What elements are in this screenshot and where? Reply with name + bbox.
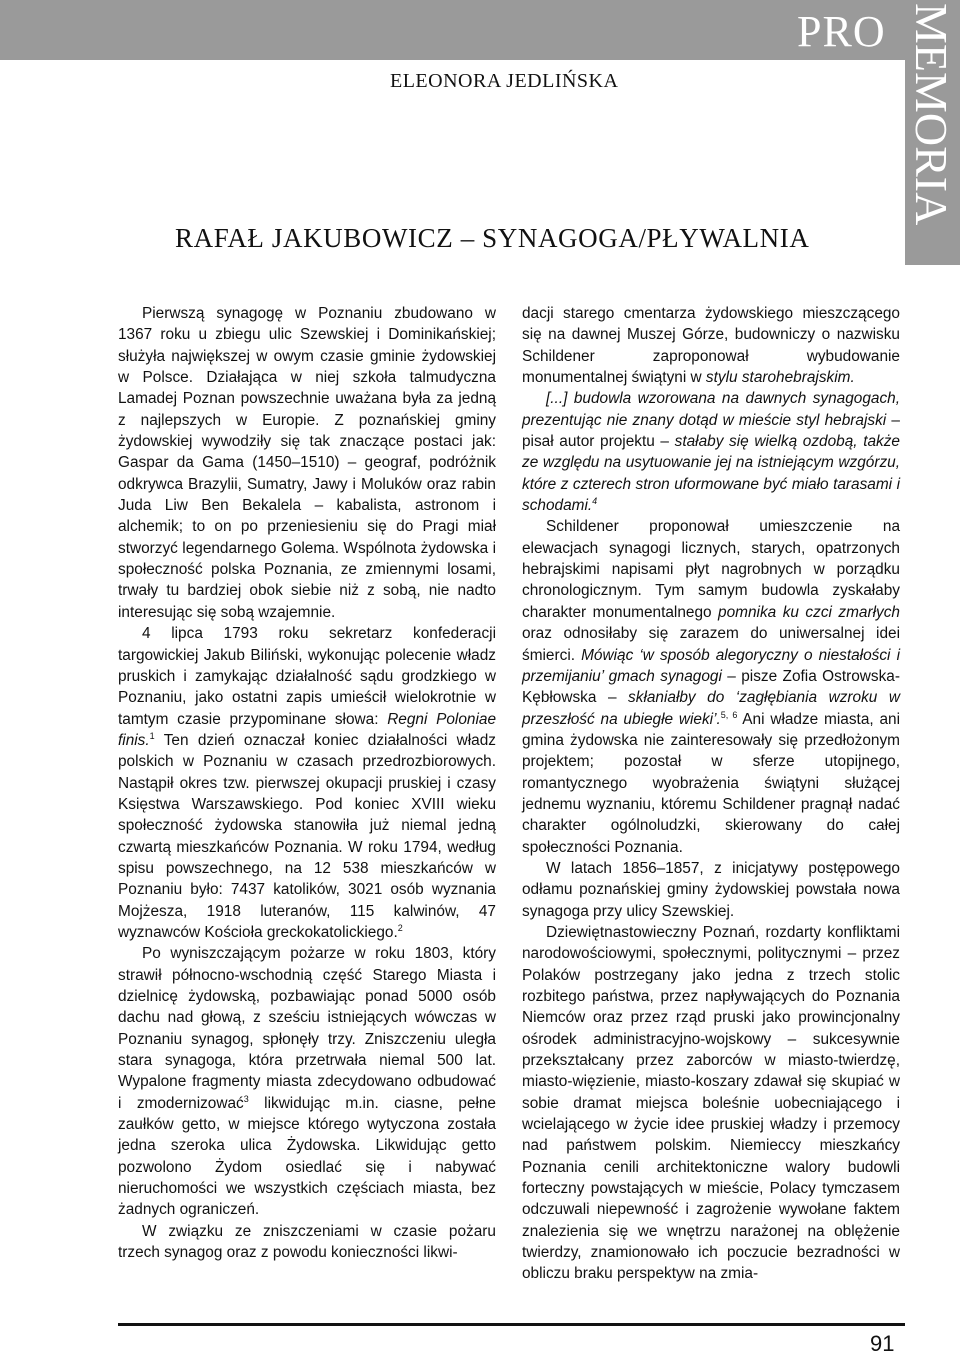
paragraph: Schildener proponował umieszczenie na elewacjach synagogi licznych, starych, opatrzonych hebrajskimi napisami płyt nagrobnych w porządku chronologicznym. Tym samym budowla zyskałaby charakter monumentalnego pomnika ku czci zmarłych oraz odnosiłaby się zarazem do uniwersalnej idei śmierci. Mówiąc ‘w sposób alegoryczny o niestałości i przemijaniu’ gmach synagogi – pisze Zofia Ostrowska-Kębłowska – skłaniałby do ‘zagłębiania wzroku w przeszłość na ubiegłe wieki’.$^{5, 6}$ Ani władze miasta, ani gmina żydowska nie zainteresowały się przedłożonym projektem; pozostał w sferze utopijnego, romantycznego wyobrażenia świątyni służącej jednemu wyznaniu, któremu Schildener pragnął nadać charakter ogólnoludzki, skierowany do całej społeczności Poznania. [522,518,900,856]
footer-rule [118,1323,905,1326]
paragraph: Po wyniszczającym pożarze w roku 1803, który strawił północno-wschodnią część Starego Miasta i dzielnicę żydowską, pozbawiając ponad 5000 osób dachu nad głową, z sześciu istniejących wówczas w Poznaniu synagog, spłonęły trzy. Zniszczeniu uległa stara synagoga, która przetrwała niemal 500 lat. Wypalone fragmenty miasta zdecydowano odbudować i zmodernizować$^3$ likwidując m.in. ciasne, pełne zaułków getto, w miejsce którego wytyczona została jedna szeroka ulica Żydowska. Likwidując getto pozwolono Żydom osiedlać się i nabywać nieruchomości we wszystkich częściach miasta, bez żadnych ograniczeń. [118,945,496,1219]
footnote-ref: 3 [243,1093,249,1104]
footnote-ref: 2 [397,922,403,933]
footnote-ref: 5, 6 [720,709,738,720]
footnote-ref: 1 [149,730,155,741]
journal-name-memoria: MEMORIA [906,3,957,226]
paragraph: W związku ze zniszczeniami w czasie pożaru trzech synagog oraz z powodu konieczności likwi- [118,1222,496,1262]
header-band [0,0,905,60]
journal-name-pro: PRO [797,7,886,56]
article-author: ELEONORA JEDLIŃSKA [390,70,619,92]
left-column [118,303,496,1263]
quote-paragraph: [...] budowla wzorowana na dawnych synagogach, prezentując nie znany dotąd w mieście styl hebrajski – pisał autor projektu – stałaby się wielką ozdobą, także ze względu na usytuowanie jej na istniejącym wzgórzu, które z czterech stron uformowane być miało tarasami i schodami.$^4$ [522,390,900,515]
paragraph: Dziewiętnastowieczny Poznań, rozdarty konfliktami narodowościowymi, społecznymi, politycznymi – przez Polaków postrzegany jako jedna z trzech stolic rozbitego państwa, przez napływających do Poznania Niemców oraz przez rząd pruski jako prowincjonalny ośrodek administracyjno-wojskowy – sukcesywnie przekształcany przez zaborców w miasto-twierdzę, miasto-więzienie, miasto-koszary zdawał się skupiać w sobie dramat miejsca boleśnie uobecniającego i wcielającego w życie idee pruskiej władzy i przemocy nad państwem polskim. Niemieccy mieszkańcy Poznania cenili architektoniczne walory budowli forteczny powstających w mieście, Polacy tymczasem odczuwali niepewność i zagrożenie wywołane faktem znalezienia się we wnętrzu narażonej na oblężenie twierdzy, znamionowało ich poczucie bezradności w obliczu braku perspektyw na zmia- [522,923,900,1283]
footnote-ref: 4 [592,496,598,507]
page-number: 91 [870,1331,895,1356]
paragraph: 4 lipca 1793 roku sekretarz konfederacji targowickiej Jakub Biliński, wykonując polecenie władz pruskich i zamykając działalność sądu grodzkiego w Poznaniu, jako ostatni zapis umieścił wielokrotnie w tamtym czasie przypominane słowa: Regni Poloniae finis.$^1$ Ten dzień oznaczał koniec działalności władz polskich w Poznaniu w czasach przedrozbiorowych. Nastąpił okres tzw. pierwszej okupacji pruskiej i czasy Księstwa Warszawskiego. Pod koniec XVIII wieku społeczność żydowska stanowiła już niemal jedną czwartą mieszkańców Poznania. W roku 1794, według spisu powszechnego, na 12 538 mieszkańców w Poznaniu było: 7437 katolików, 3021 osób wyznania Mojżesza, 1918 luteranów, 115 kalwinów, 47 wyznawców Kościoła greckokatolickiego.$^2$ [118,625,497,941]
paragraph: dacji starego cmentarza żydowskiego mieszczącego się na dawnej Muszej Górze, budowniczy o nazwisku Schildener zaproponował wybudowanie monumentalnej świątyni w stylu starohebrajskim. [522,305,900,387]
paragraph: W latach 1856–1857, z inicjatywy postępowego odłamu poznańskiej gminy żydowskiej powstała nowa synagoga przy ulicy Szewskiej. [522,859,900,920]
article-title: RAFAŁ JAKUBOWICZ – SYNAGOGA/PŁYWALNIA [175,223,810,253]
paragraph: Pierwszą synagogę w Poznaniu zbudowano w 1367 roku u zbiegu ulic Szewskiej i Dominikańskiej; służyła największej w owym czasie gminie żydowskiej w Polsce. Działająca w niej szkoła talmudyczna Lamadej Poznan powszechnie uważana była za jedną z najlepszych w Europie. Z poznańskiej gminy żydowskiej wywodziły się tak znaczące postaci jak: Gaspar da Gama (1450–1510) – geograf, podróżnik odkrywca Brazylii, Sumatry, Jawy i Moluków oraz rabin Juda Liw Ben Bekalela – kabalista, astronom i alchemik; to on po przeniesieniu się do Pragi miał stworzyć legendarnego Golema. Wspólnota żydowska i społeczność polska Poznania, ze zmiennymi losami, trwały tu bardziej obok siebie niż z sobą, nie nadto interesując się sobą wzajemnie. [118,305,496,621]
right-column [522,303,900,1285]
